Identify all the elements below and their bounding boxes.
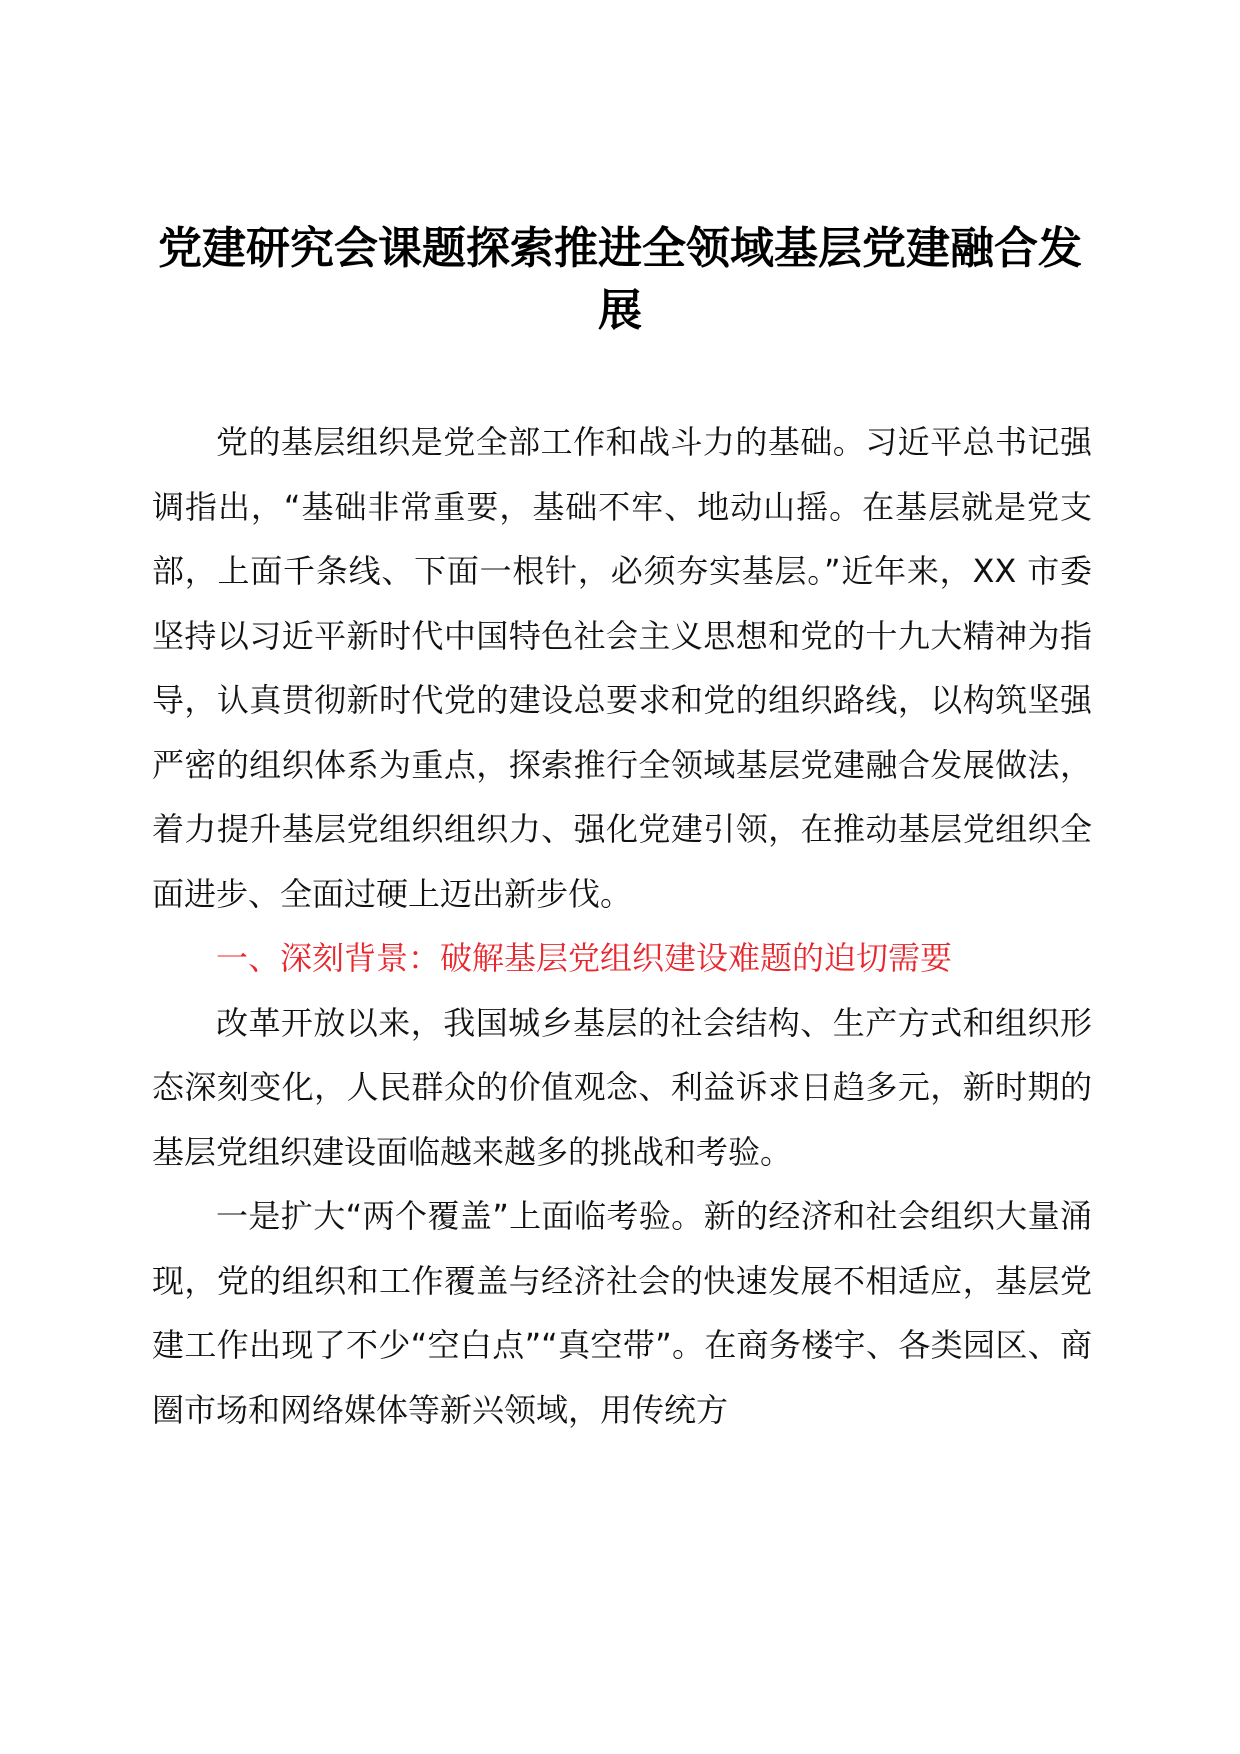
- document-body: [152, 410, 1092, 1442]
- paragraph-background: 改革开放以来，我国城乡基层的社会结构、生产方式和组织形态深刻变化，人民群众的价值观念、利益诉求日趋多元，新时期的基层党组织建设面临越来越多的挑战和考验。: [152, 1003, 1092, 1171]
- paragraph-challenge-one: 一是扩大“两个覆盖”上面临考验。新的经济和社会组织大量涌现，党的组织和工作覆盖与经济社会的快速发展不相适应，基层党建工作出现了不少“空白点”“真空带”。在商务楼宇、各类园区、商圈市场和网络媒体等新兴领域，用传统方: [152, 1197, 1092, 1429]
- section-heading: 一、深刻背景：破解基层党组织建设难题的迫切需要: [216, 939, 953, 977]
- document-title: 党建研究会课题探索推进全领域基层党建融合发展: [158, 223, 1082, 336]
- paragraph-intro: 党的基层组织是党全部工作和战斗力的基础。习近平总书记强调指出，“基础非常重要，基础不牢、地动山摇。在基层就是党支部，上面千条线、下面一根针，必须夯实基层。”近年来，XX 市委坚持以习近平新时代中国特色社会主义思想和党的十九大精神为指导，认真贯彻新时代党的建设总要求和党的组织路线，以构筑坚强严密的组织体系为重点，探索推行全领域基层党建融合发展做法，着力提升基层党组织组织力、强化党建引领，在推动基层党组织全面进步、全面过硬上迈出新步伐。: [152, 423, 1092, 913]
